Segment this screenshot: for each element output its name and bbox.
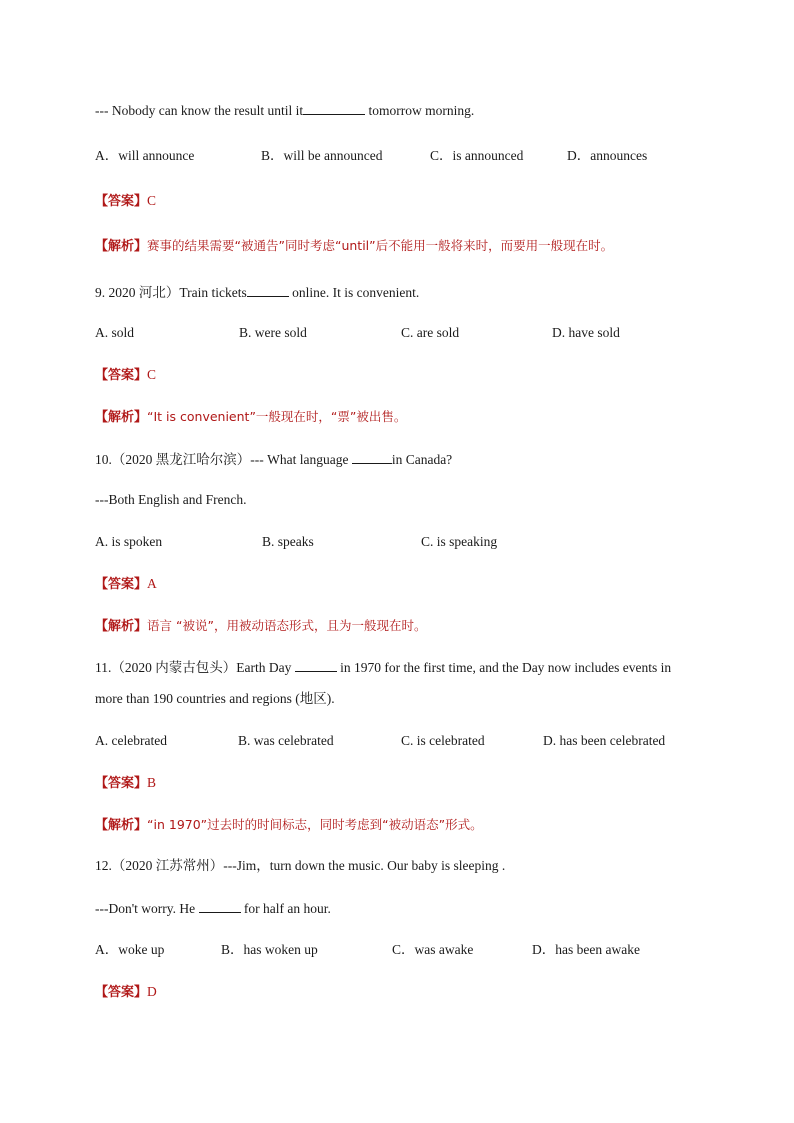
question-10-stem: [95, 450, 452, 469]
option-d: D．has been awake: [532, 942, 640, 957]
answer-value: C: [147, 193, 157, 208]
answer-tag: 【答案】: [95, 985, 148, 1000]
answer-blank: [295, 658, 337, 672]
option-b: B．has woken up: [221, 942, 318, 957]
answer-value: A: [147, 576, 157, 591]
answer-value: C: [147, 367, 157, 382]
question-text: for half an hour.: [240, 901, 331, 916]
question-text: 9. 2020 河北）Train tickets: [95, 285, 247, 300]
analysis-tag: 【解析】: [95, 818, 148, 833]
option-b: B．will be announced: [261, 148, 383, 163]
question-9-stem: [95, 283, 419, 302]
answer-blank: [199, 899, 241, 913]
question-11-answer: [95, 774, 156, 793]
question-text: --- Nobody can know the result until it: [95, 103, 304, 118]
question-8-answer: [95, 192, 156, 211]
option-a: A. is spoken: [95, 534, 163, 549]
answer-tag: 【答案】: [95, 368, 148, 383]
question-text: online. It is convenient.: [288, 285, 420, 300]
answer-tag: 【答案】: [95, 194, 148, 209]
option-c: C．was awake: [392, 942, 474, 957]
option-c: C．is announced: [430, 148, 524, 163]
question-text: 10.（2020 黑龙江哈尔滨）--- What language: [95, 452, 352, 467]
analysis-text: 赛事的结果需要“被通告”同时考虑“until”后不能用一般将来时，而要用一般现在时。: [147, 238, 614, 253]
question-9-answer: [95, 366, 156, 385]
question-12-stem: 12.（2020 江苏常州）---Jim，turn down the music. Our baby is sleeping .: [95, 858, 506, 873]
answer-blank: [303, 101, 365, 115]
analysis-text: “It is convenient”一般现在时，“票”被出售。: [147, 409, 407, 424]
question-text: ---Don't worry. He: [95, 901, 199, 916]
option-c: C. is speaking: [421, 534, 498, 549]
question-10-analysis: [95, 617, 426, 636]
question-9-analysis: [95, 408, 406, 427]
question-12-answer: [95, 983, 157, 1002]
question-10-line2: ---Both English and French.: [95, 492, 247, 507]
option-b: B. speaks: [262, 534, 314, 549]
question-11-stem: [95, 658, 671, 677]
question-11-analysis: [95, 816, 483, 835]
option-a: A．woke up: [95, 942, 165, 957]
analysis-text: 语言 “被说”，用被动语态形式，且为一般现在时。: [147, 618, 427, 633]
question-text: in 1970 for the first time, and the Day now includes events in: [336, 660, 672, 675]
question-text: 11.（2020 内蒙古包头）Earth Day: [95, 660, 295, 675]
analysis-text: “in 1970”过去时的时间标志，同时考虑到“被动语态”形式。: [147, 817, 483, 832]
question-text: in Canada?: [391, 452, 453, 467]
analysis-tag: 【解析】: [95, 410, 148, 425]
question-11-line2: more than 190 countries and regions (地区).: [95, 691, 335, 706]
option-c: C. are sold: [401, 325, 460, 340]
analysis-tag: 【解析】: [95, 619, 148, 634]
option-d: D．announces: [567, 148, 648, 163]
analysis-tag: 【解析】: [95, 239, 148, 254]
answer-blank: [352, 450, 392, 464]
option-a: A. celebrated: [95, 733, 167, 748]
option-d: D. have sold: [552, 325, 620, 340]
answer-value: D: [147, 984, 157, 999]
answer-blank: [247, 283, 289, 297]
option-d: D. has been celebrated: [543, 733, 666, 748]
question-8-stem: [95, 101, 474, 120]
question-10-answer: [95, 575, 157, 594]
option-b: B. were sold: [239, 325, 307, 340]
question-12-line2: [95, 899, 331, 918]
option-a: A．will announce: [95, 148, 195, 163]
answer-value: B: [147, 775, 157, 790]
answer-tag: 【答案】: [95, 776, 148, 791]
question-8-analysis: [95, 237, 613, 256]
option-c: C. is celebrated: [401, 733, 485, 748]
question-text: tomorrow morning.: [365, 103, 475, 118]
option-a: A. sold: [95, 325, 135, 340]
option-b: B. was celebrated: [238, 733, 334, 748]
answer-tag: 【答案】: [95, 577, 148, 592]
